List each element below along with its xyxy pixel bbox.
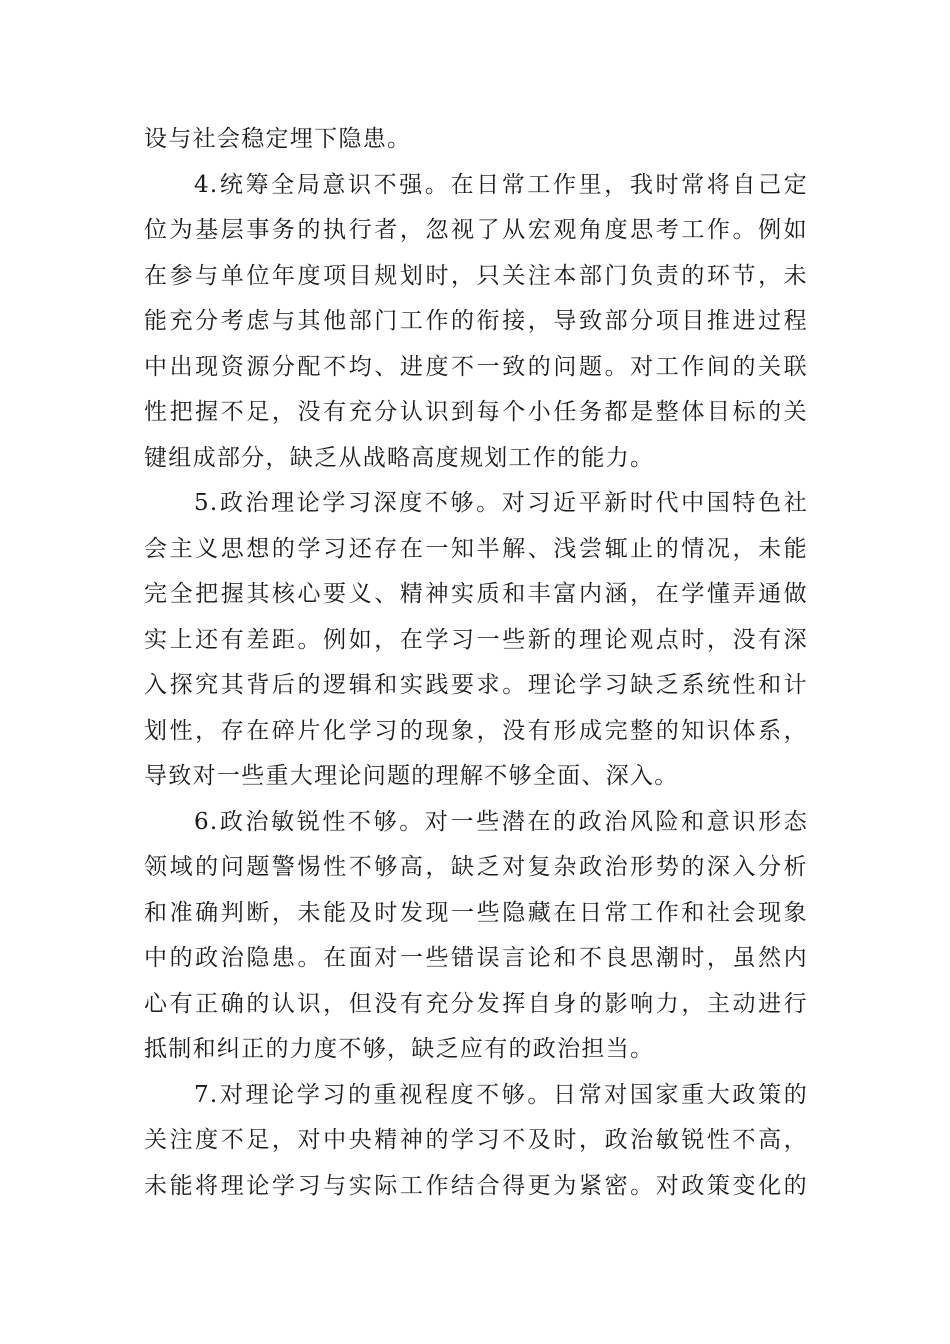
paragraph-heading-7: 7.对理论学习的重视程度不够。日常对国家重大政策的 [194, 1081, 808, 1108]
text-line: 完全把握其核心要义、精神实质和丰富内涵，在学懂弄通做 [144, 581, 808, 607]
text-line: 在参与单位年度项目规划时，只关注本部门负责的环节，未 [144, 262, 808, 289]
text-line: 设与社会稳定埋下隐患。 [144, 126, 412, 152]
paragraph-heading-6: 6.政治敏锐性不够。对一些潜在的政治风险和意识形态 [194, 808, 808, 835]
paragraph-heading-5: 5.政治理论学习深度不够。对习近平新时代中国特色社 [194, 490, 808, 516]
text-line: 中的政治隐患。在面对一些错误言论和不良思潮时，虽然内 [144, 945, 808, 971]
text-line: 划性，存在碎片化学习的现象，没有形成完整的知识体系， [144, 717, 808, 744]
text-line: 位为基层事务的执行者，忽视了从宏观角度思考工作。例如 [144, 217, 808, 243]
text-line: 关注度不足，对中央精神的学习不及时，政治敏锐性不高， [144, 1127, 808, 1153]
text-line: 会主义思想的学习还存在一知半解、浅尝辄止的情况，未能 [144, 535, 808, 562]
text-line: 导致对一些重大理论问题的理解不够全面、深入。 [144, 763, 679, 789]
document-body [144, 117, 808, 1209]
text-line: 领域的问题警惕性不够高，缺乏对复杂政治形势的深入分析 [144, 854, 808, 880]
text-line: 入探究其背后的逻辑和实践要求。理论学习缺乏系统性和计 [144, 672, 808, 698]
text-line: 心有正确的认识，但没有充分发挥自身的影响力，主动进行 [144, 990, 808, 1017]
text-line: 和准确判断，未能及时发现一些隐藏在日常工作和社会现象 [144, 899, 808, 926]
text-line: 性把握不足，没有充分认识到每个小任务都是整体目标的关 [144, 399, 808, 425]
text-line: 未能将理论学习与实际工作结合得更为紧密。对政策变化的 [144, 1172, 808, 1199]
text-line: 键组成部分，缺乏从战略高度规划工作的能力。 [144, 444, 655, 471]
text-line: 实上还有差距。例如，在学习一些新的理论观点时，没有深 [144, 626, 808, 653]
paragraph-heading-4: 4.统筹全局意识不强。在日常工作里，我时常将自己定 [194, 171, 808, 198]
text-line: 抵制和纠正的力度不够，缺乏应有的政治担当。 [144, 1036, 655, 1062]
text-line: 中出现资源分配不均、进度不一致的问题。对工作间的关联 [144, 353, 808, 380]
text-line: 能充分考虑与其他部门工作的衔接，导致部分项目推进过程 [144, 308, 808, 334]
